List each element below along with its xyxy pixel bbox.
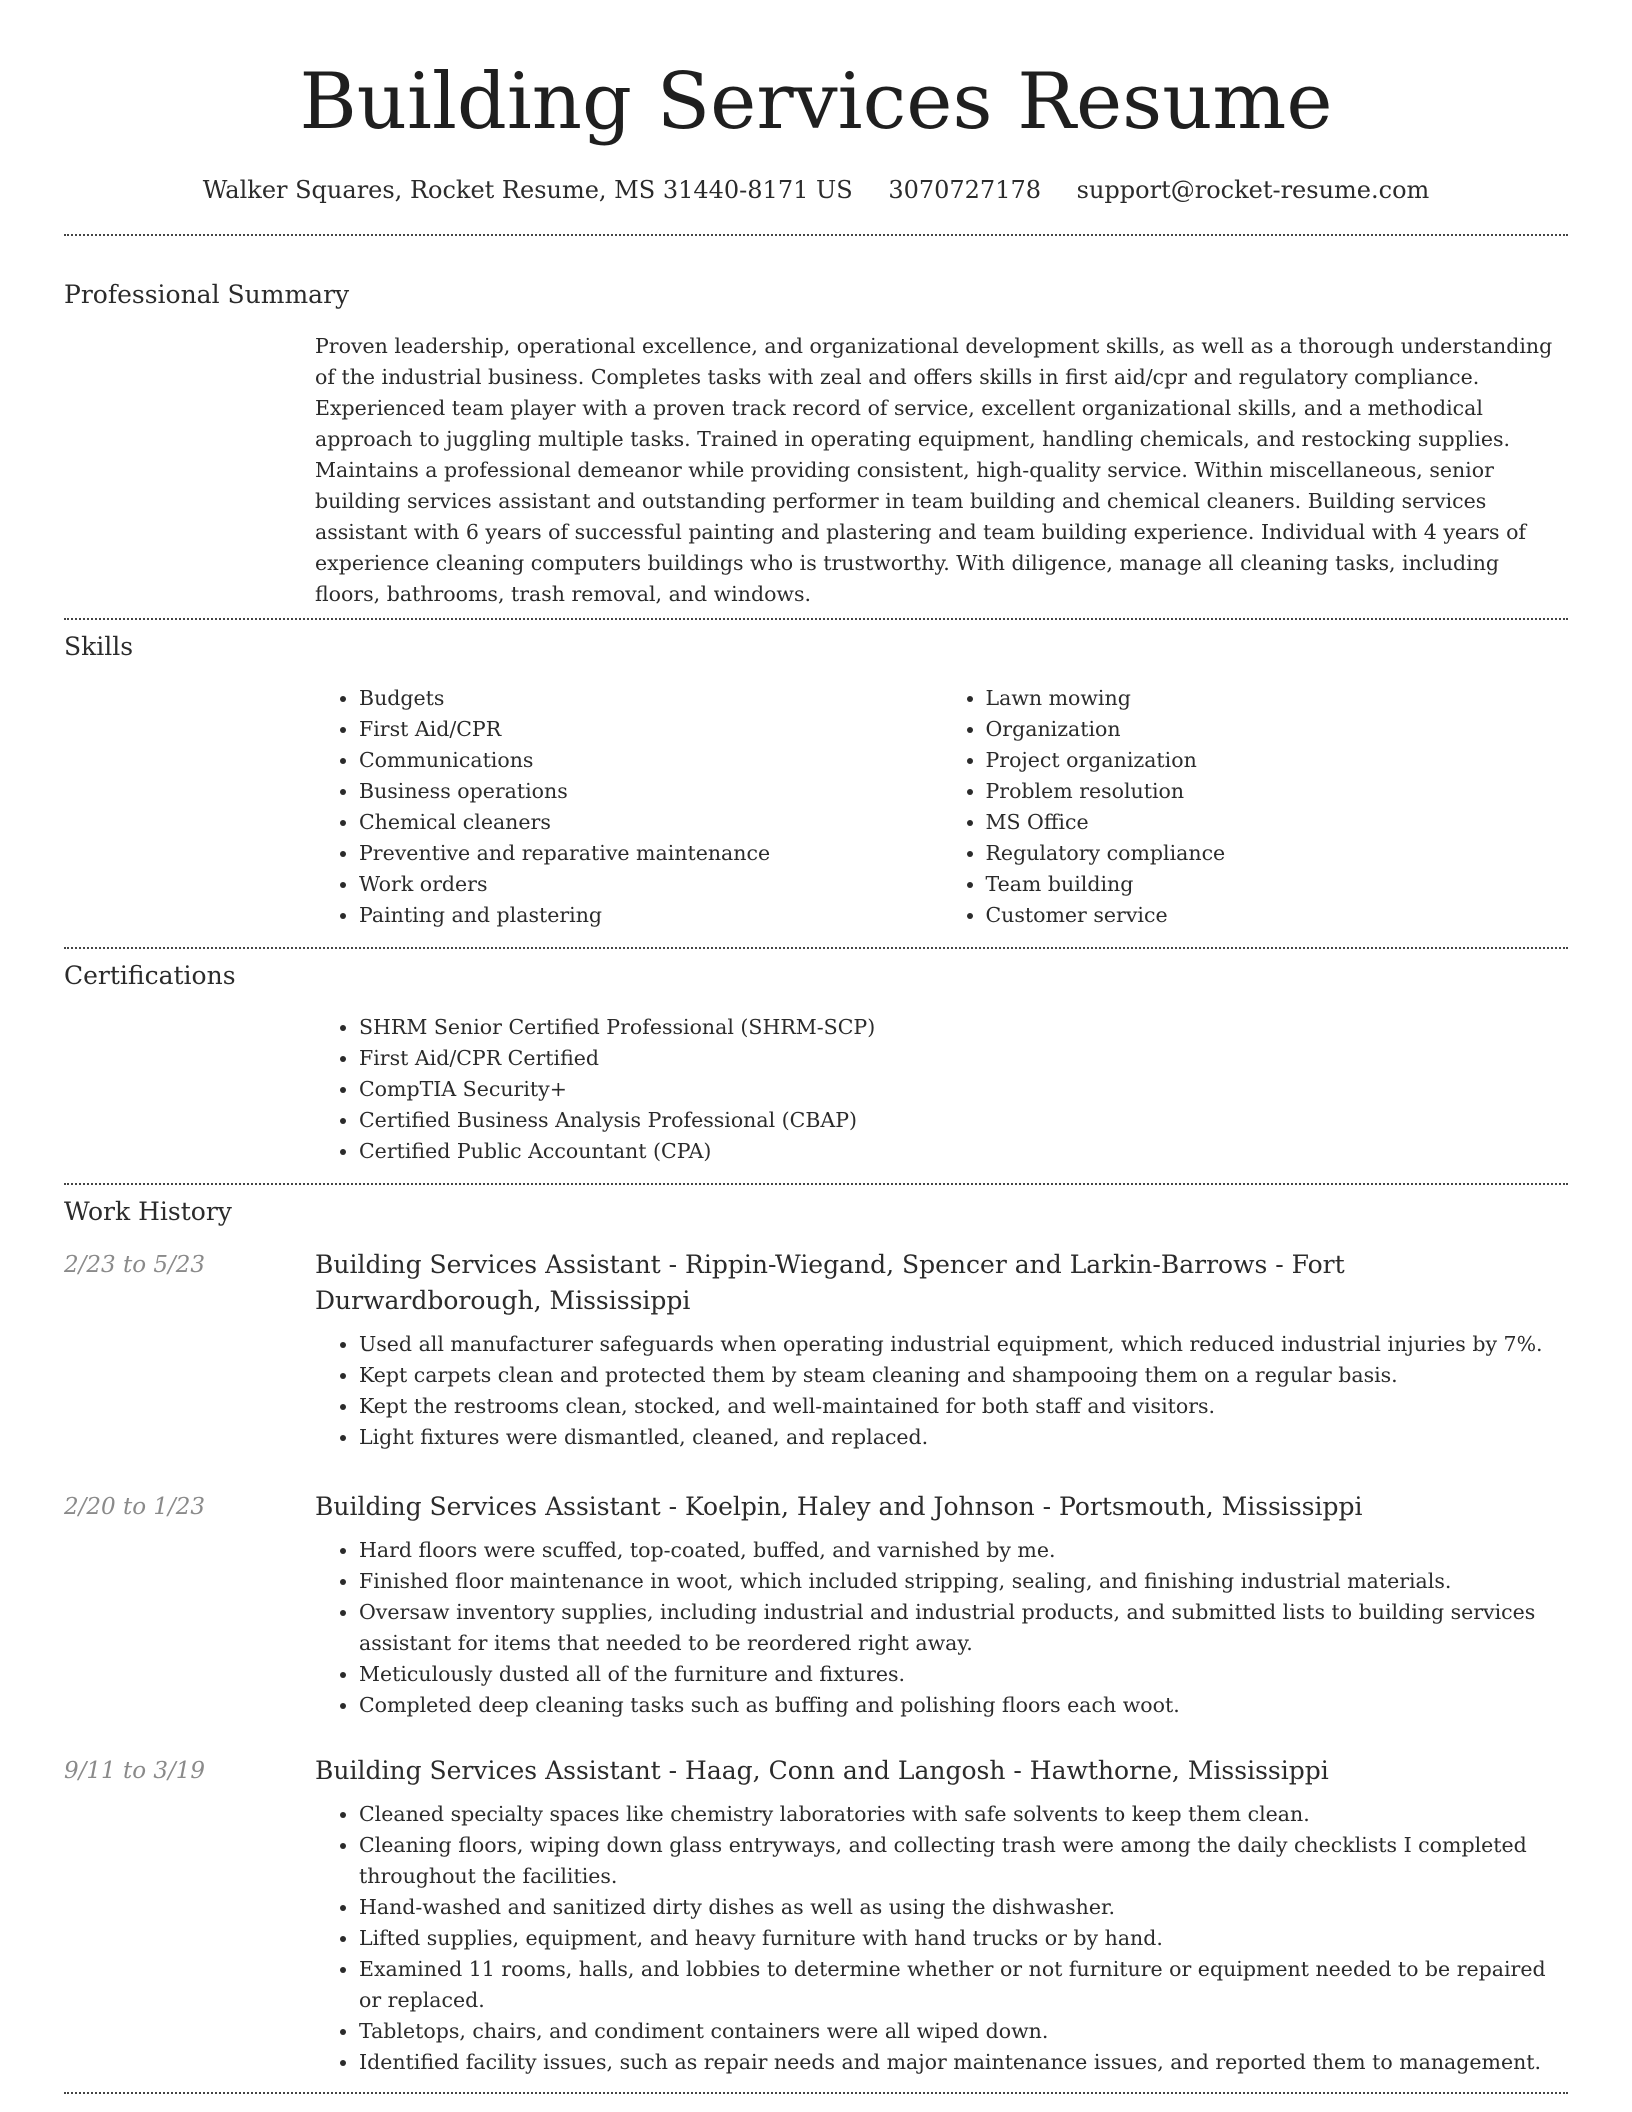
skill-item: • Chemical cleaners <box>359 807 942 838</box>
skills-heading: Skills <box>64 632 134 661</box>
job-bullet: • Kept the restrooms clean, stocked, and well-maintained for both staff and visitors. <box>359 1391 1568 1422</box>
divider <box>64 947 1568 949</box>
skill-item: • Lawn mowing <box>986 683 1569 714</box>
job-bullet: • Finished floor maintenance in woot, which included stripping, sealing, and finishing industrial materials. <box>359 1566 1568 1597</box>
skill-item: • First Aid/CPR <box>359 714 942 745</box>
skill-item: • Project organization <box>986 745 1569 776</box>
resume-page <box>64 0 1568 2094</box>
job-dates: 2/23 to 5/23 <box>64 1252 206 1278</box>
skills-grid <box>315 683 1568 931</box>
contact-line <box>64 172 1568 208</box>
certifications-heading: Certifications <box>64 961 236 990</box>
job-bullet: • Meticulously dusted all of the furniture and fixtures. <box>359 1659 1568 1690</box>
job-role: Building Services Assistant - Haag, Conn and Langosh - Hawthorne, Mississippi <box>315 1756 1329 1785</box>
skills-list-left <box>315 683 942 931</box>
skill-item: • Painting and plastering <box>359 900 942 931</box>
skill-item: • Organization <box>986 714 1569 745</box>
job-bullet: • Used all manufacturer safeguards when operating industrial equipment, which reduced industrial injuries by 7%. <box>359 1329 1568 1360</box>
skill-item: • MS Office <box>986 807 1569 838</box>
divider <box>64 1183 1568 1185</box>
skill-item: • Communications <box>359 745 942 776</box>
summary-heading: Professional Summary <box>64 280 350 309</box>
job-bullet: • Kept carpets clean and protected them by steam cleaning and shampooing them on a regular basis. <box>359 1360 1568 1391</box>
job-details <box>315 1247 1568 1453</box>
divider <box>64 234 1568 236</box>
job-bullet: • Identified facility issues, such as repair needs and major maintenance issues, and reported them to management. <box>359 2047 1568 2078</box>
phone: 3070727178 <box>888 176 1042 204</box>
job-bullet: • Hard floors were scuffed, top-coated, buffed, and varnished by me. <box>359 1535 1568 1566</box>
job-details <box>315 1753 1568 2078</box>
divider <box>64 618 1568 620</box>
job-bullet: • Tabletops, chairs, and condiment containers were all wiped down. <box>359 2016 1568 2047</box>
job-bullet: • Light fixtures were dismantled, cleaned, and replaced. <box>359 1422 1568 1453</box>
email: support@rocket-resume.com <box>1076 176 1430 204</box>
skill-item: • Problem resolution <box>986 776 1569 807</box>
skill-item: • Budgets <box>359 683 942 714</box>
job-entry <box>64 1247 1568 1453</box>
skill-item: • Regulatory compliance <box>986 838 1569 869</box>
skill-item: • Business operations <box>359 776 942 807</box>
address: Walker Squares, Rocket Resume, MS 31440-8171 US <box>202 176 853 204</box>
certifications-list-wrap <box>315 1012 1568 1167</box>
certification-item: • First Aid/CPR Certified <box>359 1043 1568 1074</box>
job-bullet: • Oversaw inventory supplies, including industrial and industrial products, and submitted lists to building services assistant for items that needed to be reordered right away. <box>359 1597 1568 1659</box>
certification-item: • Certified Public Accountant (CPA) <box>359 1136 1568 1167</box>
divider <box>64 2092 1568 2094</box>
job-bullet: • Cleaning floors, wiping down glass entryways, and collecting trash were among the daily checklists I completed throughout the facilities. <box>359 1830 1568 1892</box>
skill-item: • Preventive and reparative maintenance <box>359 838 942 869</box>
job-bullet: • Lifted supplies, equipment, and heavy furniture with hand trucks or by hand. <box>359 1923 1568 1954</box>
skills-list-right <box>942 683 1569 931</box>
work-history-heading: Work History <box>64 1197 232 1226</box>
job-details <box>315 1489 1568 1721</box>
resume-title: Building Services Resume <box>299 57 1333 147</box>
skill-item: • Team building <box>986 869 1569 900</box>
job-bullets <box>315 1799 1568 2078</box>
skill-item: • Work orders <box>359 869 942 900</box>
job-bullet: • Examined 11 rooms, halls, and lobbies to determine whether or not furniture or equipment needed to be repaired or replaced. <box>359 1954 1568 2016</box>
certification-item: • SHRM Senior Certified Professional (SHRM-SCP) <box>359 1012 1568 1043</box>
certification-item: • CompTIA Security+ <box>359 1074 1568 1105</box>
job-bullet: • Hand-washed and sanitized dirty dishes as well as using the dishwasher. <box>359 1892 1568 1923</box>
skill-item: • Customer service <box>986 900 1569 931</box>
job-bullets <box>315 1535 1568 1721</box>
job-role: Building Services Assistant - Koelpin, Haley and Johnson - Portsmouth, Mississippi <box>315 1492 1363 1521</box>
certifications-list <box>315 1012 1568 1167</box>
summary-text: Proven leadership, operational excellence, and organizational development skills, as well as a thorough understanding of the industrial business. Completes tasks with zeal and offers skills in first aid/cpr and regulatory compliance. Experienced team player with a proven track record of service, excellent organizational skills, and a methodical approach to juggling multiple tasks. Trained in operating equipment, handling chemicals, and restocking supplies. Maintains a professional demeanor while providing consistent, high-quality service. Within miscellaneous, senior building services assistant and outstanding performer in team building and chemical cleaners. Building services assistant with 6 years of successful painting and plastering and team building experience. Individual with 4 years of experience cleaning computers buildings who is trustworthy. With diligence, manage all cleaning tasks, including floors, bathrooms, trash removal, and windows. <box>315 334 1553 606</box>
job-dates: 9/11 to 3/19 <box>64 1758 206 1784</box>
job-bullet: • Completed deep cleaning tasks such as buffing and polishing floors each woot. <box>359 1690 1568 1721</box>
job-entry <box>64 1753 1568 2078</box>
job-role: Building Services Assistant - Rippin-Wiegand, Spencer and Larkin-Barrows - Fort Durwardborough, Mississippi <box>315 1250 1345 1315</box>
job-bullet: • Cleaned specialty spaces like chemistry laboratories with safe solvents to keep them clean. <box>359 1799 1568 1830</box>
job-bullets <box>315 1329 1568 1453</box>
job-entry <box>64 1489 1568 1721</box>
certification-item: • Certified Business Analysis Professional (CBAP) <box>359 1105 1568 1136</box>
job-dates: 2/20 to 1/23 <box>64 1494 206 1520</box>
